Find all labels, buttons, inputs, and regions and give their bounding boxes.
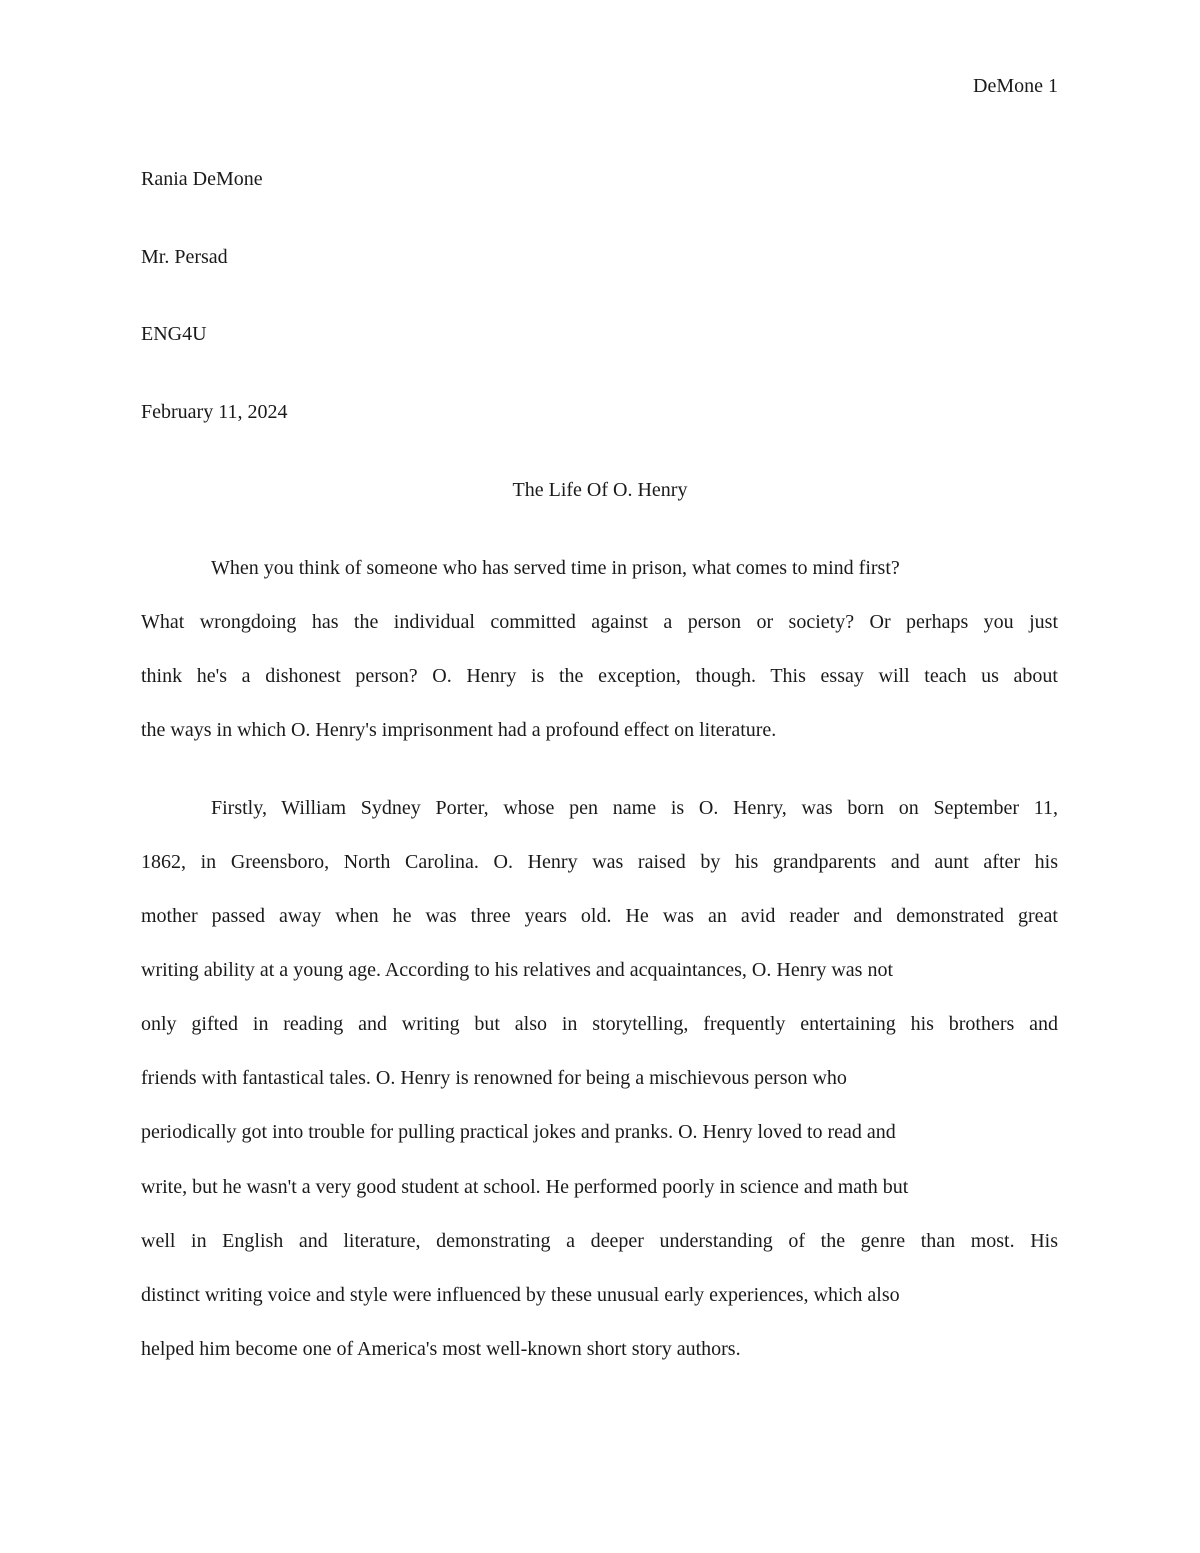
essay-title: The Life Of O. Henry xyxy=(512,479,688,501)
paragraph-line: What wrongdoing has the individual committed against a person or society? Or perhaps you just xyxy=(141,611,1058,633)
student-name: Rania DeMone xyxy=(141,168,263,190)
paragraph-line: 1862, in Greensboro, North Carolina. O. Henry was raised by his grandparents and aunt after his xyxy=(141,851,1058,873)
paragraph-line: periodically got into trouble for pulling practical jokes and pranks. O. Henry loved to read and xyxy=(141,1121,896,1143)
paragraph-line: distinct writing voice and style were influenced by these unusual early experiences, which also xyxy=(141,1284,900,1306)
paragraph-line: write, but he wasn't a very good student at school. He performed poorly in science and math but xyxy=(141,1176,909,1198)
paragraph-line: friends with fantastical tales. O. Henry is renowned for being a mischievous person who xyxy=(141,1067,847,1089)
paragraph-line: well in English and literature, demonstrating a deeper understanding of the genre than most. His xyxy=(141,1230,1058,1252)
paragraph-line: the ways in which O. Henry's imprisonment had a profound effect on literature. xyxy=(141,719,777,741)
running-head: DeMone 1 xyxy=(973,75,1058,97)
paragraph-line: Firstly, William Sydney Porter, whose pen name is O. Henry, was born on September 11, xyxy=(211,797,1058,819)
paragraph-line: mother passed away when he was three years old. He was an avid reader and demonstrated great xyxy=(141,905,1058,927)
paragraph-line: think he's a dishonest person? O. Henry is the exception, though. This essay will teach us about xyxy=(141,665,1058,687)
paragraph-line: helped him become one of America's most well-known short story authors. xyxy=(141,1338,741,1360)
essay-date: February 11, 2024 xyxy=(141,401,288,423)
paragraph-line: only gifted in reading and writing but also in storytelling, frequently entertaining his brothers and xyxy=(141,1013,1058,1035)
paragraph-line: When you think of someone who has served time in prison, what comes to mind first? xyxy=(211,557,900,579)
paragraph-line: writing ability at a young age. According to his relatives and acquaintances, O. Henry was not xyxy=(141,959,894,981)
instructor-name: Mr. Persad xyxy=(141,246,228,268)
course-code: ENG4U xyxy=(141,323,207,345)
